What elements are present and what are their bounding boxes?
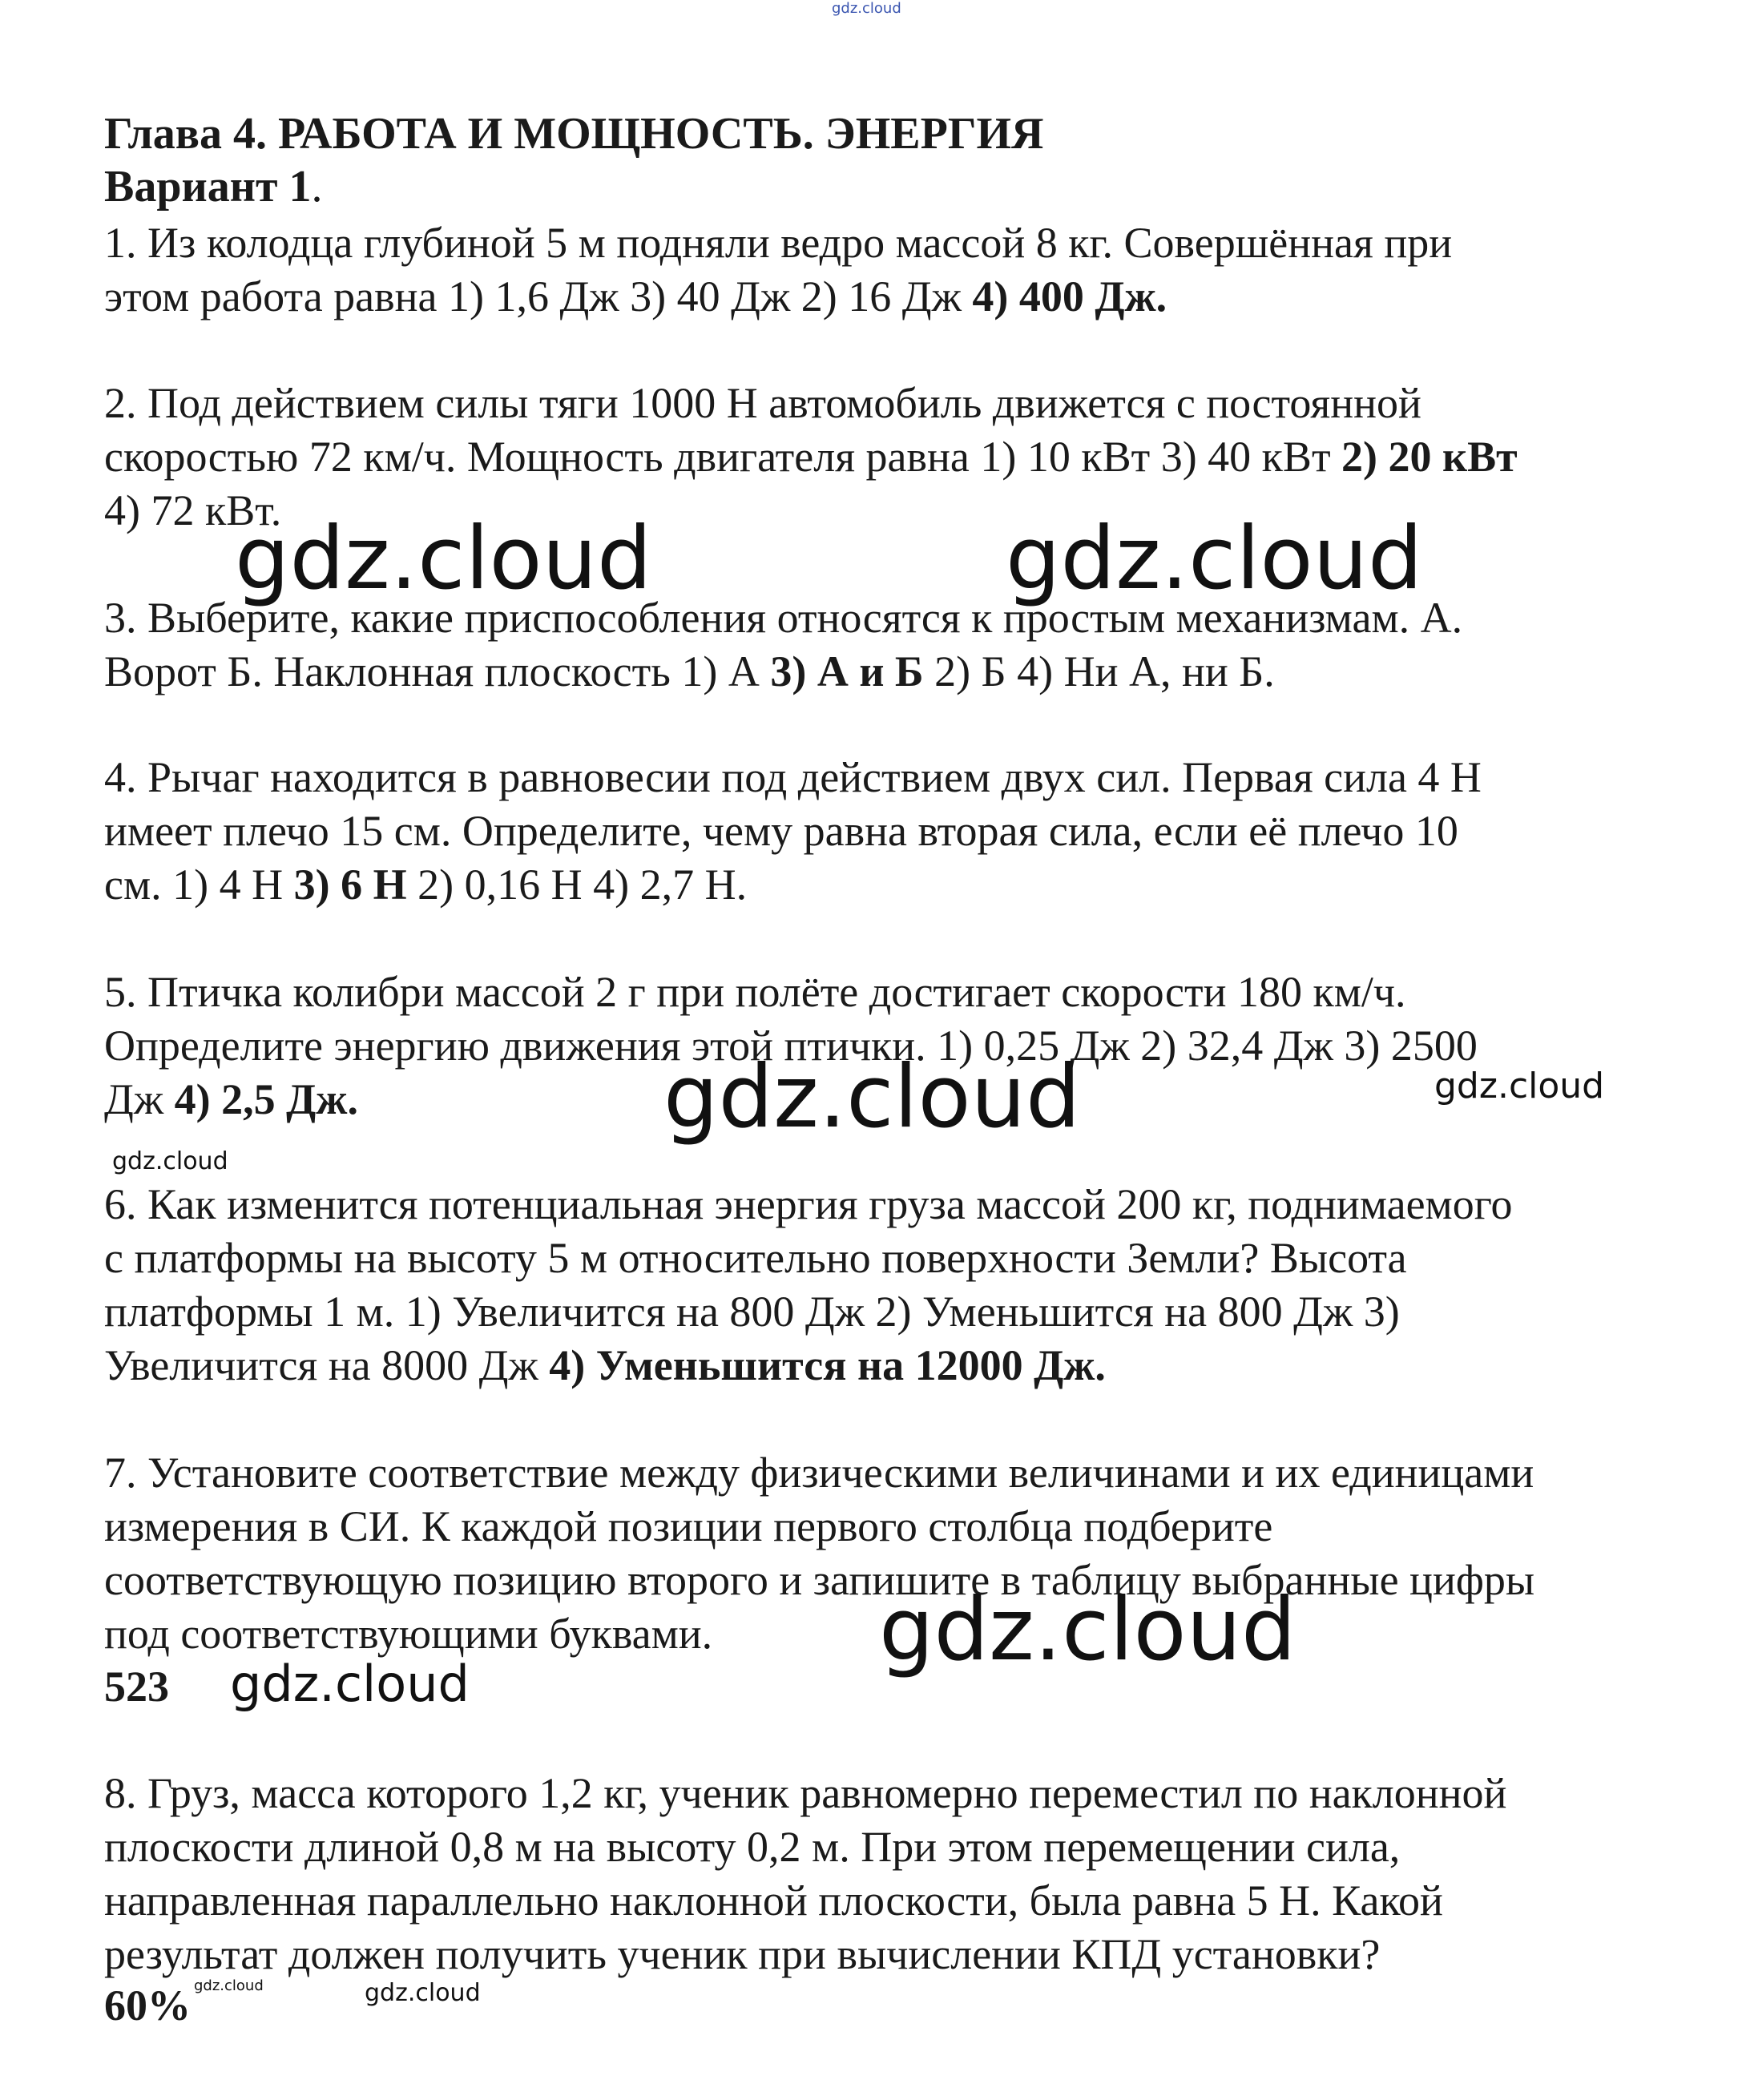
correct-answer: 3) А и Б <box>770 647 924 695</box>
variant-heading <box>104 160 323 213</box>
answer-8: 60% <box>104 1981 191 2029</box>
question-line: с платформы на высоту 5 м относительно поверхности Земли? Высота <box>104 1234 1407 1282</box>
question-8 <box>104 1767 1675 1981</box>
question-line: 4) 72 кВт. <box>104 486 282 534</box>
question-text: Ворот Б. Наклонная плоскость 1) А <box>104 647 771 695</box>
correct-answer: 4) 400 Дж. <box>972 272 1167 320</box>
watermark: gdz.cloud <box>1434 1066 1605 1106</box>
question-line <box>104 645 1675 699</box>
question-line: плоскости длиной 0,8 м на высоту 0,2 м. При этом перемещении сила, <box>104 1823 1401 1871</box>
watermark: gdz.cloud <box>230 1655 470 1713</box>
question-line: 1. Из колодца глубиной 5 м подняли ведро массой 8 кг. Совершённая при <box>104 219 1453 267</box>
question-line: 3. Выберите, какие приспособления относятся к простым механизмам. А. <box>104 594 1463 642</box>
question-line: соответствующую позицию второго и запишите в таблицу выбранные цифры <box>104 1556 1535 1604</box>
question-line: платформы 1 м. 1) Увеличится на 800 Дж 2) Уменьшится на 800 Дж 3) <box>104 1288 1400 1336</box>
question-line: 6. Как изменится потенциальная энергия груза массой 200 кг, поднимаемого <box>104 1180 1513 1228</box>
correct-answer: 4) Уменьшится на 12000 Дж. <box>549 1341 1106 1389</box>
question-4 <box>104 751 1675 912</box>
question-text: Увеличится на 8000 Дж <box>104 1341 550 1389</box>
question-line: 2. Под действием силы тяги 1000 Н автомобиль движется с постоянной <box>104 379 1421 427</box>
chapter-title: Глава 4. РАБОТА И МОЩНОСТЬ. ЭНЕРГИЯ <box>104 109 1044 159</box>
question-line: под соответствующими буквами. <box>104 1610 713 1658</box>
watermark: gdz.cloud <box>1006 509 1423 609</box>
watermark: gdz.cloud <box>194 1977 264 1994</box>
question-text: 2) Б 4) Ни А, ни Б. <box>923 647 1275 695</box>
question-1 <box>104 216 1675 324</box>
watermark: gdz.cloud <box>235 509 652 609</box>
question-line: 7. Установите соответствие между физическими величинами и их единицами <box>104 1449 1534 1497</box>
question-line: результат должен получить ученик при вычислении КПД установки? <box>104 1930 1381 1978</box>
watermark: gdz.cloud <box>365 1979 481 2007</box>
question-text: Дж <box>104 1075 175 1123</box>
watermark: gdz.cloud <box>112 1147 228 1175</box>
question-line: 4. Рычаг находится в равновесии под действием двух сил. Первая сила 4 Н <box>104 753 1482 801</box>
correct-answer: 2) 20 кВт <box>1341 433 1518 481</box>
question-text: см. 1) 4 Н <box>104 861 294 909</box>
question-line: направленная параллельно наклонной плоскости, была равна 5 Н. Какой <box>104 1876 1443 1925</box>
variant-label: Вариант 1 <box>104 162 312 212</box>
question-line: 5. Птичка колибри массой 2 г при полёте достигает скорости 180 км/ч. <box>104 968 1406 1016</box>
correct-answer: 4) 2,5 Дж. <box>174 1075 358 1123</box>
question-line <box>104 430 1675 484</box>
variant-suffix: . <box>311 162 323 212</box>
question-line: Определите энергию движения этой птички. 1) 0,25 Дж 2) 32,4 Дж 3) 2500 <box>104 1022 1478 1070</box>
header-watermark: gdz.cloud <box>832 0 901 17</box>
watermark: gdz.cloud <box>663 1047 1081 1147</box>
watermark: gdz.cloud <box>879 1580 1296 1680</box>
answer-7: 523 <box>104 1663 169 1711</box>
correct-answer: 3) 6 Н <box>293 861 407 909</box>
question-line: измерения в СИ. К каждой позиции первого столбца подберите <box>104 1502 1273 1550</box>
question-6 <box>104 1178 1675 1393</box>
question-text: скоростью 72 км/ч. Мощность двигателя равна 1) 10 кВт 3) 40 кВт <box>104 433 1342 481</box>
question-line <box>104 270 1675 324</box>
question-line <box>104 858 1675 912</box>
question-text: этом работа равна 1) 1,6 Дж 3) 40 Дж 2) 16 Дж <box>104 272 973 320</box>
question-line: имеет плечо 15 см. Определите, чему равна вторая сила, если её плечо 10 <box>104 807 1458 855</box>
question-line: 8. Груз, масса которого 1,2 кг, ученик равномерно переместил по наклонной <box>104 1769 1507 1817</box>
question-text: 2) 0,16 Н 4) 2,7 Н. <box>406 861 748 909</box>
question-line <box>104 1339 1675 1393</box>
